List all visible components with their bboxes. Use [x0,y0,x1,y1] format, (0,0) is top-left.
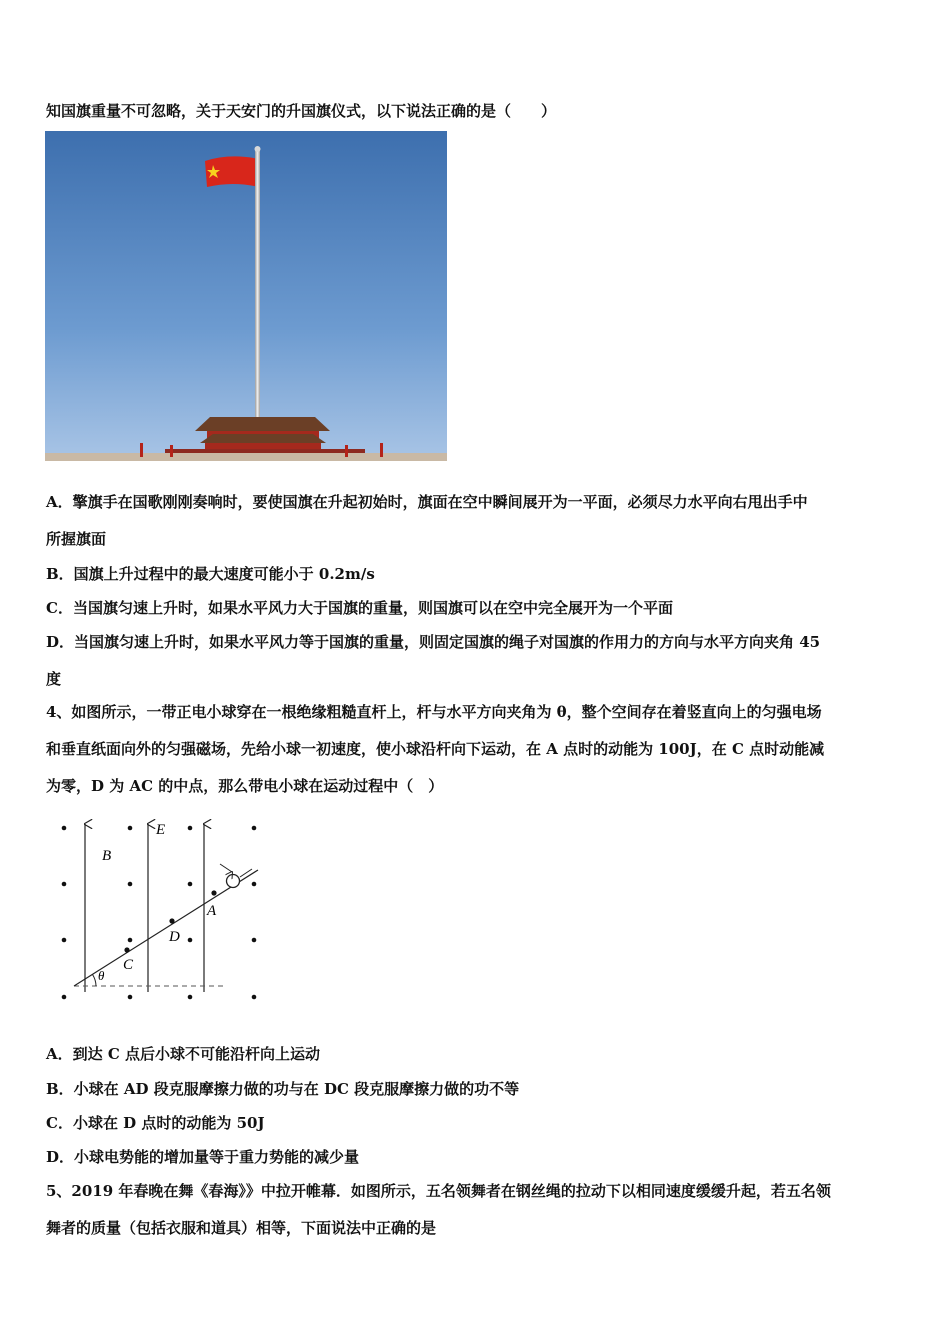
label-c: C [123,957,134,973]
q3-stem: 知国旗重量不可忽略，关于天安门的升国旗仪式，以下说法正确的是（ ） [46,102,557,120]
q3-option-d-line1: D．当国旗匀速上升时，如果水平风力等于国旗的重量，则固定国旗的绳子对国旗的作用力的方向与水平方向夹角 45 [46,633,821,651]
label-d: D [169,929,180,945]
label-a: A [207,903,217,919]
q3-option-a-line1: A．擎旗手在国歌刚刚奏响时，要使国旗在升起初始时，旗面在空中瞬间展开为一平面，必须尽力水平向右甩出手中 [46,493,808,511]
q5-stem-line2: 舞者的质量（包括衣服和道具）相等，下面说法中正确的是 [46,1219,437,1237]
velocity-arrow [220,864,232,872]
label-e: E [156,822,166,838]
q4-option-b: B．小球在 AD 段克服摩擦力做的功与在 DC 段克服摩擦力做的功不等 [46,1080,520,1098]
q4-stem-line1: 4、如图所示，一带正电小球穿在一根绝缘粗糙直杆上，杆与水平方向夹角为 θ，整个空间存在着竖直向上的匀强电场 [46,703,822,721]
q4-option-a: A．到达 C 点后小球不可能沿杆向上运动 [46,1045,321,1063]
flag-photo [45,131,447,461]
q3-option-a-line2: 所握旗面 [46,530,107,548]
q5-stem-line1: 5、2019 年春晚在舞《春海》》中拉开帷幕．如图所示，五名领舞者在钢丝绳的拉动下以相同速度缓缓升起，若五名领 [46,1182,831,1200]
label-theta: θ [98,968,105,983]
field-dots [62,826,257,1000]
point-c-dot [124,947,129,952]
point-a-dot [211,890,216,895]
label-b: B [102,848,112,864]
q3-option-b: B．国旗上升过程中的最大速度可能小于 0.2m/s [46,565,375,583]
q4-stem-line2: 和垂直纸面向外的匀强磁场，先给小球一初速度，使小球沿杆向下运动，在 A 点时的动能为 100J，在 C 点时动能减 [46,740,825,758]
angle-arc [93,975,96,986]
point-d-dot [169,918,174,923]
q3-option-d-line2: 度 [46,670,62,688]
q4-stem-line3: 为零，D 为 AC 的中点，那么带电小球在运动过程中（ ） [46,777,444,795]
rod-extension [240,869,252,877]
charged-ball [227,875,240,888]
q4-option-d: D．小球电势能的增加量等于重力势能的减少量 [46,1148,360,1166]
q4-option-c: C．小球在 D 点时的动能为 50J [46,1114,265,1132]
field-diagram [52,812,272,1012]
q3-option-c: C．当国旗匀速上升时，如果水平风力大于国旗的重量，则国旗可以在空中完全展开为一个平面 [46,599,673,617]
